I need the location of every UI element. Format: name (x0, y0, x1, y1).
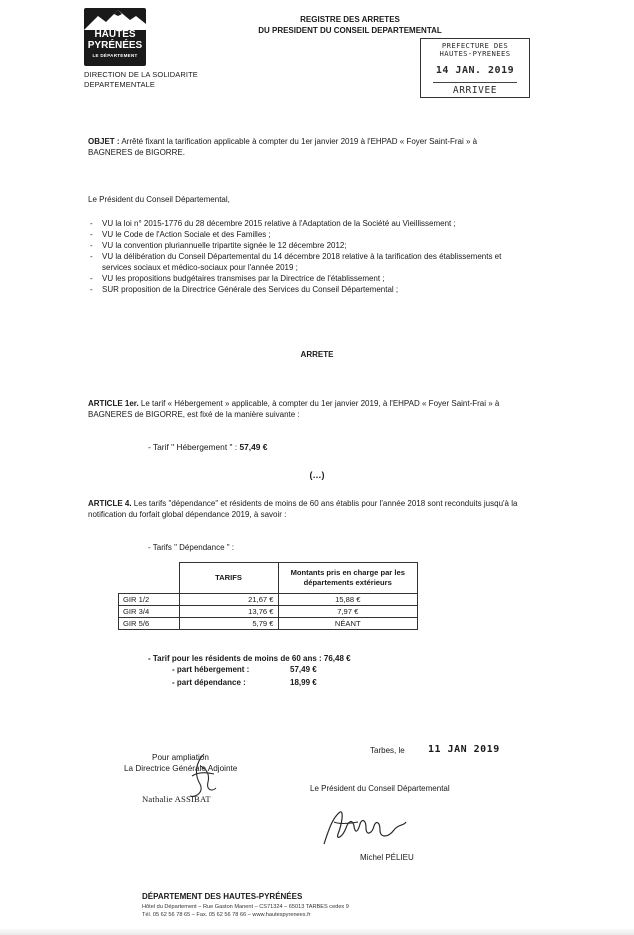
vu-item: - VU la délibération du Conseil Départemental du 14 décembre 2018 relative à la tarification des établissements et services sociaux et médico-sociaux pour l'année 2019 ; (88, 251, 518, 273)
objet-label: OBJET : (88, 137, 120, 146)
footer-address: Hôtel du Département – Rue Gaston Manent – CS71324 – 65013 TARBES cedex 9 (142, 904, 349, 910)
table-cell-gir: GIR 3/4 (119, 606, 180, 618)
footer-contact: Tél. 05 62 56 78 65 – Fax. 05 62 56 78 66 – www.hautespyrenees.fr (142, 912, 311, 918)
stamp-line2: HAUTES-PYRENEES (439, 49, 511, 58)
registre-line2: DU PRESIDENT DU CONSEIL DEPARTEMENTAL (258, 26, 442, 35)
table-cell-montant: 15,88 € (278, 594, 418, 606)
president-sign-title: Le Président du Conseil Départemental (310, 784, 450, 793)
table-cell-tarif: 13,76 € (179, 606, 278, 618)
page-bottom-edge (0, 928, 634, 935)
article1-text: Le tarif « Hébergement » applicable, à compter du 1er janvier 2019, à l'EHPAD « Foyer Saint-Frai » à BAGNERES de BIGORRE, est fixé de la manière suivante : (88, 399, 500, 419)
mountain-icon (84, 8, 146, 30)
table-header-blank (119, 563, 180, 594)
registre-heading (250, 14, 450, 36)
logo-text-pyrenees: PYRÉNÉES (87, 40, 143, 51)
tarif-hebergement (148, 442, 267, 452)
stamp-line1: PREFECTURE DES (441, 41, 509, 50)
stamp-date: 14 JAN. 2019 (435, 65, 515, 76)
direction-line1: DIRECTION DE LA SOLIDARITE (84, 70, 198, 79)
table-cell-gir: GIR 5/6 (119, 618, 180, 630)
table-cell-montant: NÉANT (278, 618, 418, 630)
vu-list (88, 218, 518, 295)
tarifs-dependance-label: - Tarifs " Dépendance " : (148, 543, 235, 552)
vu-item: - VU le Code de l'Action Sociale et des Familles ; (88, 229, 518, 240)
assibat-signature (182, 752, 222, 800)
article1-label: ARTICLE 1er. (88, 399, 139, 408)
article4-paragraph (88, 498, 518, 520)
tarbes-le: Tarbes, le (370, 746, 405, 755)
logo-text-departement: LE DÉPARTEMENT (92, 53, 138, 58)
direction-label (84, 70, 198, 90)
table-row (119, 606, 418, 618)
tarifs-table (118, 562, 418, 630)
date-stamp: 11 JAN 2019 (428, 744, 500, 755)
vu-item: - VU la loi n° 2015-1776 du 28 décembre 2015 relative à l'Adaptation de la Société au Vieillissement ; (88, 218, 518, 229)
table-header-row (119, 563, 418, 594)
part-hebergement-label: - part hébergement : (172, 665, 250, 674)
stamp-status: ARRIVEE (452, 85, 498, 96)
department-logo (84, 8, 146, 66)
part-hebergement-value: 57,49 € (290, 665, 317, 674)
direction-line2: DEPARTEMENTALE (84, 80, 155, 89)
directrice-title: La Directrice Générale Adjointe (124, 764, 238, 773)
table-header-tarifs: TARIFS (179, 563, 278, 594)
stamp-divider (433, 82, 517, 83)
table-header-montants: Montants pris en charge par les départements extérieurs (278, 563, 418, 594)
president-intro: Le Président du Conseil Départemental, (88, 195, 230, 204)
arrete-heading: ARRETE (300, 350, 334, 359)
table-row (119, 618, 418, 630)
logo-text-hautes: HAUTES (94, 29, 136, 40)
pelieu-signature (318, 804, 410, 852)
pour-ampliation: Pour ampliation (152, 753, 209, 762)
tarif-hebergement-label: - Tarif " Hébergement " : (148, 442, 238, 452)
tarif-moins-60: - Tarif pour les résidents de moins de 60 ans : 76,48 € (148, 654, 351, 663)
table-cell-gir: GIR 1/2 (119, 594, 180, 606)
table-cell-tarif: 21,67 € (179, 594, 278, 606)
article1-paragraph (88, 398, 518, 420)
article4-label: ARTICLE 4. (88, 499, 132, 508)
footer-title: DÉPARTEMENT DES HAUTES-PYRÉNÉES (142, 892, 303, 901)
part-dependance-label: - part dépendance : (172, 678, 246, 687)
michel-pelieu-name: Michel PÉLIEU (360, 853, 414, 862)
table-cell-montant: 7,97 € (278, 606, 418, 618)
table-cell-tarif: 5,79 € (179, 618, 278, 630)
vu-item: - VU les propositions budgétaires transmises par la Directrice de l'établissement ; (88, 273, 518, 284)
objet-text: Arrêté fixant la tarification applicable à compter du 1er janvier 2019 à l'EHPAD « Foyer Saint-Frai » à BAGNERES de BIGORRE. (88, 137, 478, 157)
table-row (119, 594, 418, 606)
objet-paragraph (88, 136, 518, 158)
prefecture-stamp (420, 38, 530, 98)
article4-text: Les tarifs "dépendance" et résidents de moins de 60 ans établis pour l'année 2018 sont reconduits jusqu'à la notification du forfait global dépendance 2019, à savoir : (88, 499, 518, 519)
vu-item: - VU la convention pluriannuelle tripartite signée le 12 décembre 2012; (88, 240, 518, 251)
part-dependance-value: 18,99 € (290, 678, 317, 687)
nathalie-assibat-name: Nathalie ASSIBAT (142, 794, 211, 804)
ellipsis: (…) (309, 470, 325, 480)
tarif-hebergement-value: 57,49 € (239, 442, 268, 452)
vu-item: - SUR proposition de la Directrice Générale des Services du Conseil Départemental ; (88, 284, 518, 295)
registre-line1: REGISTRE DES ARRETES (300, 15, 400, 24)
